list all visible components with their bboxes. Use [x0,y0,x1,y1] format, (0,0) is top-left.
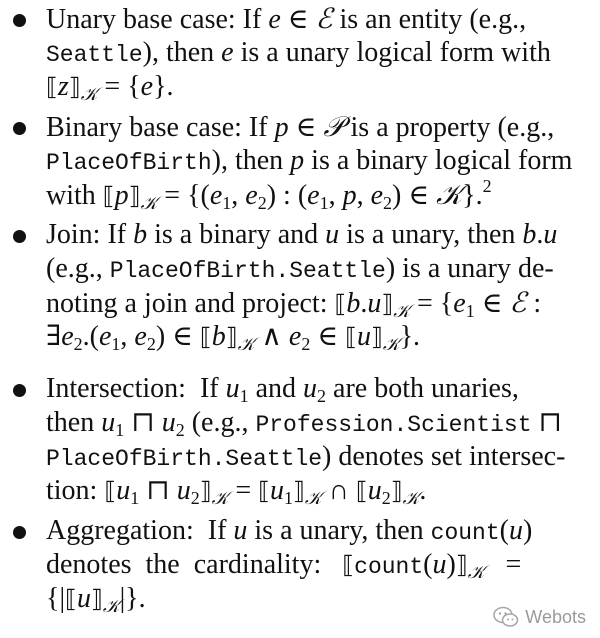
wechat-icon [493,606,519,628]
aggregation-line-2: denotes the cardinality: $⟦count(u)⟧_𝒦$ = [46,549,522,583]
binary-line-3: with $⟦p⟧_𝒦 = \{(e_1$, $e_2$) : ($e_1$, p, $e_2$) ∈ 𝒦}.$^2$ [46,176,492,214]
bullet-icon [13,122,26,135]
bullet-icon [13,526,26,539]
aggregation-line-1: Aggregation: If u is a unary, then count(u) [46,515,533,546]
intersection-line-3: PlaceOfBirth.Seattle) denotes set intersec- [46,441,566,472]
binary-line-2: PlaceOfBirth), then p is a binary logical form [46,145,573,176]
binary-line-1: Binary base case: If p ∈ 𝒫 is a property (e.g., [46,110,555,143]
intersection-line-1: Intersection: If $u_1$ and $u_2$ are both unaries, [46,373,519,406]
aggregation-line-3: $\{|⟦u⟧_𝒦|\}$. [46,583,146,617]
unary-line-3: $⟦z⟧_𝒦 = \{e\}$. [46,71,174,105]
watermark [493,606,586,628]
join-line-4: $\exists e_2.(e_1$, $e_2$) ∈ $⟦b⟧_𝒦$ ∧ $e_2$ ∈ $⟦u⟧_𝒦$}. [46,321,421,355]
bullet-icon [13,14,26,27]
join-line-3: noting a join and project: $⟦b.u⟧_𝒦 = \{e_1$ ∈ ℰ : [46,286,542,322]
watermark-text: Webots [525,606,586,627]
join-line-1: Join: If b is a binary and u is a unary, then b.u [46,219,558,250]
bullet-icon [13,230,26,243]
intersection-line-2: then $u_1$ ⊓ $u_2$ (e.g., Profession.Scientist ⊓ [46,407,562,440]
bullet-icon [13,384,26,397]
unary-line-2: Seattle), then e is a unary logical form with [46,37,551,68]
intersection-line-4: tion: $⟦u_1$ ⊓ $u_2⟧_𝒦$ = $⟦u_1⟧_𝒦$ ∩ $⟦u_2⟧_𝒦$. [46,475,427,509]
unary-line-1: Unary base case: If e ∈ ℰ is an entity (e.g., [46,2,527,35]
join-line-2: (e.g., PlaceOfBirth.Seattle) is a unary de- [46,253,554,284]
